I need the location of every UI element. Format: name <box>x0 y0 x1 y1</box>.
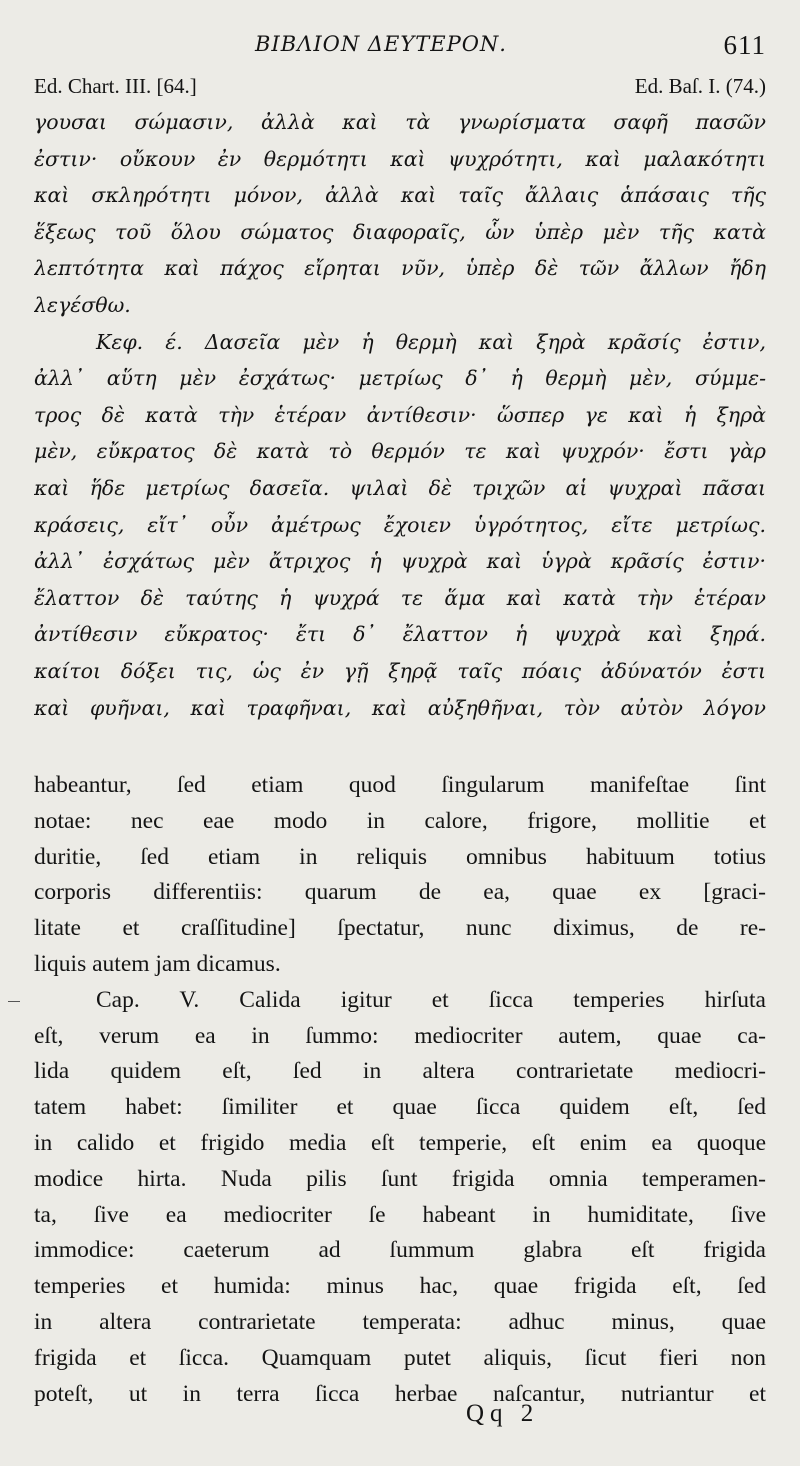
latin-text-line: duritie, ſed etiam in reliquis omnibus habituum totius <box>34 843 766 870</box>
greek-text-line: καὶ σκληρότητι μόνον, ἀλλὰ καὶ ταῖς ἄλλαις ἁπάσαις τῆς <box>34 183 766 208</box>
greek-text-line: ἔλαττον δὲ ταύτης ἡ ψυχρά τε ἅμα καὶ κατὰ τὴν ἑτέραν <box>34 585 766 610</box>
latin-text-line: poteſt, ut in terra ſicca herbae naſcantur, nutriantur et <box>34 1380 766 1407</box>
latin-text-line: tatem habet: ſimiliter et quae ſicca quidem eſt, ſed <box>34 1094 766 1121</box>
latin-text-line: modice hirta. Nuda pilis ſunt frigida omnia temperamen- <box>34 1165 766 1192</box>
edition-reference-chartier: Ed. Chart. III. [64.] <box>34 74 197 98</box>
latin-text-line: lida quidem eſt, ſed in altera contrarietate mediocri- <box>34 1058 766 1085</box>
greek-text-line: γουσαι σώμασιν, ἀλλὰ καὶ τὰ γνωρίσματα σαφῆ πασῶν <box>34 110 766 134</box>
latin-text-line: Cap. V. Calida igitur et ſicca temperies hirſuta <box>96 986 766 1013</box>
edition-reference-basel: Ed. Baſ. I. (74.) <box>634 74 766 98</box>
greek-text-line: ἀλλ᾽ αὕτη μὲν ἐσχάτως· μετρίως δ᾽ ἡ θερμὴ μὲν, σύμμε- <box>34 366 766 391</box>
greek-text-line: λεγέσθω. <box>34 292 131 317</box>
page-number: 611 <box>723 30 766 60</box>
latin-text-line: temperies et humida: minus hac, quae frigida eſt, ſed <box>34 1273 766 1300</box>
greek-text-line: καὶ ἥδε μετρίως δασεῖα. ψιλαὶ δὲ τριχῶν αἱ ψυχραὶ πᾶσαι <box>34 475 766 500</box>
running-head <box>0 26 800 60</box>
latin-text-line: in altera contrarietate temperata: adhuc minus, quae <box>34 1308 766 1335</box>
latin-text-block <box>34 768 766 1412</box>
latin-text-line: in calido et frigido media eſt temperie, eſt enim ea quoque <box>34 1129 766 1156</box>
greek-text-line: ἐστιν· οὔκουν ἐν θερμότητι καὶ ψυχρότητι, καὶ μαλακότητι <box>34 146 766 171</box>
greek-text-line: καὶ φυῆναι, καὶ τραφῆναι, καὶ αὐξηθῆναι, τὸν αὐτὸν λόγον <box>34 695 766 720</box>
latin-text-line: eſt, verum ea in ſummo: mediocriter autem, quae ca- <box>34 1022 766 1049</box>
greek-text-line: ἀλλ᾽ ἐσχάτως μὲν ἄτριχος ἡ ψυχρὰ καὶ ὑγρὰ κρᾶσίς ἐστιν· <box>34 549 766 574</box>
latin-text-line: habeantur, ſed etiam quod ſingularum manifeſtae ſint <box>34 772 766 798</box>
greek-text-block <box>34 104 766 726</box>
latin-text-line: corporis differentiis: quarum de ea, quae ex [graci- <box>34 879 766 906</box>
latin-text-line: ta, ſive ea mediocriter ſe habeant in humiditate, ſive <box>34 1201 766 1228</box>
latin-text-line: immodice: caeterum ad ſummum glabra eſt frigida <box>34 1237 766 1264</box>
greek-text-line: τρος δὲ κατὰ τὴν ἑτέραν ἀντίθεσιν· ὥσπερ γε καὶ ἡ ξηρὰ <box>34 402 766 427</box>
margin-mark <box>8 1001 20 1002</box>
latin-text-line: frigida et ſicca. Quamquam putet aliquis, ſicut fieri non <box>34 1344 766 1371</box>
latin-text-line: notae: nec eae modo in calore, frigore, mollitie et <box>34 807 766 834</box>
edition-reference-line <box>34 74 766 102</box>
greek-text-line: λεπτότητα καὶ πάχος εἴρηται νῦν, ὑπὲρ δὲ τῶν ἄλλων ἤδη <box>34 256 766 281</box>
signature-mark: Qq 2 <box>466 1400 540 1427</box>
latin-text-line: litate et craſſitudine] ſpectatur, nunc diximus, de re- <box>34 915 766 942</box>
latin-text-line: liquis autem jam dicamus. <box>34 950 281 977</box>
greek-text-line: κράσεις, εἴτ᾽ οὖν ἀμέτρως ἔχοιεν ὑγρότητος, εἴτε μετρίως. <box>34 512 766 537</box>
greek-text-line: ἀντίθεσιν εὔκρατος· ἔτι δ᾽ ἔλαττον ἡ ψυχρὰ καὶ ξηρά. <box>34 622 766 647</box>
greek-text-line: Κεφ. έ. Δασεῖα μὲν ἡ θερμὴ καὶ ξηρὰ κρᾶσίς ἐστιν, <box>96 329 766 354</box>
running-title: ΒΙΒΛΙΟΝ ΔΕΥΤΕΡΟΝ. <box>255 32 507 56</box>
greek-text-line: καίτοι δόξει τις, ὡς ἐν γῇ ξηρᾷ ταῖς πόαις ἀδύνατόν ἐστι <box>34 658 766 683</box>
greek-text-line: μὲν, εὔκρατος δὲ κατὰ τὸ θερμόν τε καὶ ψυχρόν· ἔστι γὰρ <box>34 439 766 464</box>
greek-text-line: ἕξεως τοῦ ὅλου σώματος διαφοραῖς, ὧν ὑπὲρ μὲν τῆς κατὰ <box>34 219 766 244</box>
